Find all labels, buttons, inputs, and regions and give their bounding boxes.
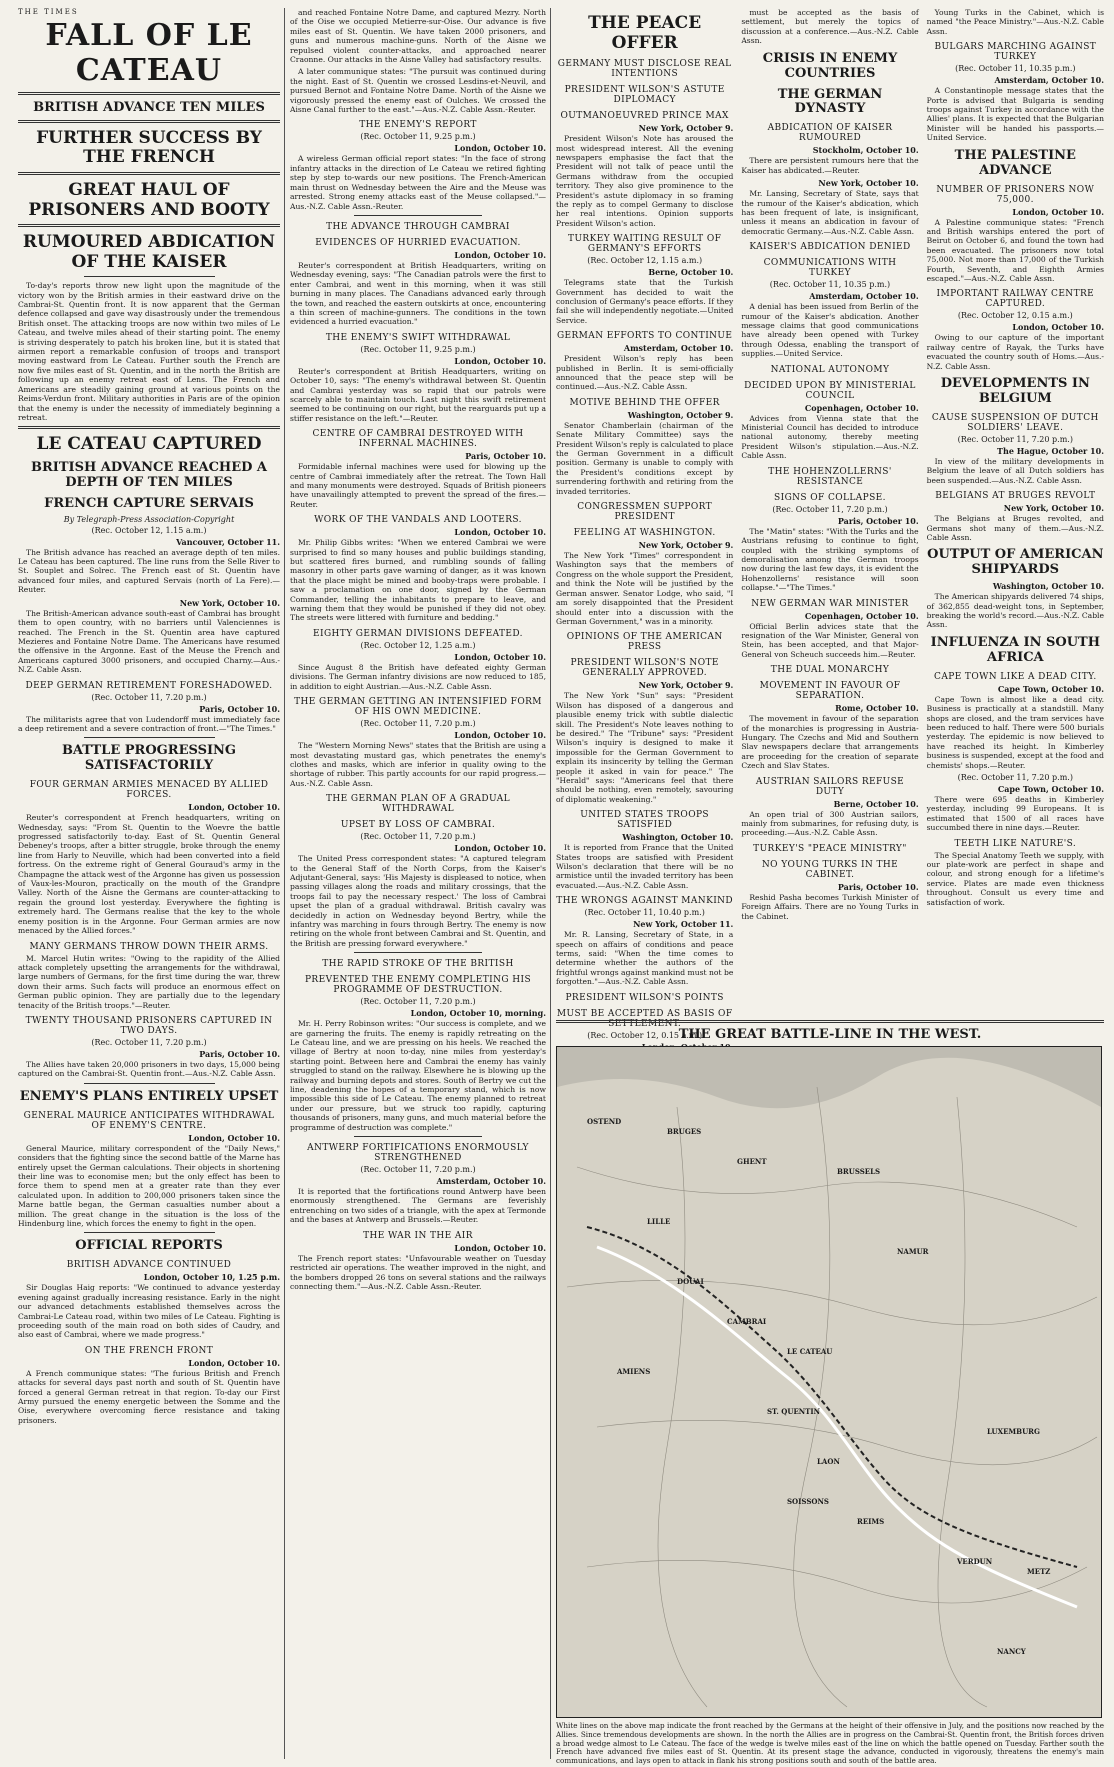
headline-influenza: INFLUENZA IN SOUTH AFRICA (930, 634, 1100, 665)
article-paragraph: A wireless German official report states: "In the face of strong infantry attacks in the direction of Le Cateau we retired fighting step by step to-wards our new positions. The French-American main thrust on Wednesday between the Aire and the Meuse was arrested. Strong enemy attacks east of the Meuse collapsed."—Aus.-N.Z. Cable Assn.-Reuter. (290, 154, 546, 211)
headline-palestine: THE PALESTINE ADVANCE (954, 147, 1076, 178)
subhead-infernal-machines: CENTRE OF CAMBRAI DESTROYED WITH INFERNAL MACHINES. (312, 429, 524, 450)
subhead-signs-collapse: SIGNS OF COLLAPSE. (774, 492, 886, 503)
place-date: Cape Town, October 10. (997, 783, 1104, 794)
place-date: New York, October 11. (633, 919, 734, 930)
subhead-ministerial-council: DECIDED UPON BY MINISTERIAL COUNCIL (744, 380, 916, 401)
subhead-separation: MOVEMENT IN FAVOUR OF SEPARATION. (759, 681, 901, 702)
article-paragraph: The British advance has reached an average depth of ten miles. Le Cateau has been captured. The line runs from the Selle River to St. Souplet and Solrec. The French east of St. Quentin have advanced four miles, and captured Servais (north of La Fere).—Reuter. (18, 547, 280, 595)
article-paragraph: A denial has been issued from Berlin of the rumour of the Kaiser's abdication. Another message claims that good communications have already been opened with Turkey through Odessa, enabling the transport of supplies.—United Service. (741, 302, 919, 359)
subhead-ten-miles: BRITISH ADVANCE REACHED A DEPTH OF TEN MILES (30, 459, 267, 490)
place-date: London, October 10. (454, 1242, 546, 1253)
article-paragraph: The British-American advance south-east of Cambrai has brought them to open country, with no barriers until Valenciennes is reached. The French in the St. Quentin area have captured Mezieres and Fontaine Notre Dame. The Americans have resumed the offensive in the Argonne. East of the Meuse the French and Americans captured 3000 prisoners, and occupied Charny.—Aus.-N.Z. Cable Assn. (18, 608, 280, 675)
divider (84, 276, 215, 277)
headline-belgium: DEVELOPMENTS IN BELGIUM (940, 376, 1090, 406)
article-paragraph: and reached Fontaine Notre Dame, and captured Mezry. North of the Oise we occupied Metierre-sur-Oise. Our advance is five miles east of St. Quentin. We have taken 2000 prisoners, and guns and numerous machine-guns. North of the Aisne we repulsed violent counter-attacks, and approached nearer Craonne. Our attacks in the Aisne Valley had satisfactory results. (290, 8, 546, 65)
article-paragraph: Formidable infernal machines were used for blowing up the centre of Cambrai immediately after the retreat. The Town Hall and many monuments were destroyed. Squads of British pioneers have unavailingly attempted to prevent the spread of the fires.—Reuter. (290, 462, 546, 509)
subhead-dual-monarchy: THE DUAL MONARCHY (770, 665, 890, 676)
subhead-eighty-divisions: EIGHTY GERMAN DIVISIONS DEFEATED. (313, 628, 523, 639)
subhead-abdication-denied: KAISER'S ABDICATION DENIED (749, 242, 911, 253)
subhead-servais: FRENCH CAPTURE SERVAIS (44, 495, 254, 511)
place-date: New York, October 9. (638, 540, 734, 551)
dateline: (Rec. October 11, 9.25 p.m.) (360, 344, 476, 354)
subhead-rumoured-abdication: RUMOURED ABDICATION OF THE KAISER (22, 232, 276, 272)
subhead-sailors-refuse: AUSTRIAN SAILORS REFUSE DUTY (755, 776, 905, 797)
subhead-national-autonomy: NATIONAL AUTONOMY (770, 364, 890, 375)
article-paragraph: The militarists agree that von Ludendorff must immediately face a deep retirement and a severe contraction of front.—"The Times." (18, 714, 280, 733)
ad-teeth-heading: TEETH LIKE NATURE'S. (954, 838, 1077, 849)
subhead-dead-city: CAPE TOWN LIKE A DEAD CITY. (934, 671, 1097, 682)
map-place-label: BRUSSELS (837, 1167, 881, 1176)
divider (84, 737, 215, 738)
place-date: Paris, October 10. (199, 703, 280, 714)
divider (354, 215, 482, 216)
subhead-wrongs-mankind: THE WRONGS AGAINST MANKIND (556, 896, 734, 907)
dateline: (Rec. October 11, 7.20 p.m.) (360, 719, 476, 729)
place-date: New York, October 9. (638, 123, 734, 134)
battle-line-map-section (556, 1016, 1104, 1766)
divider (18, 426, 280, 429)
dateline: (Rec. October 11, 7.20 p.m.) (772, 504, 888, 514)
divider (556, 1020, 1104, 1023)
headline-shipyards: OUTPUT OF AMERICAN SHIPYARDS (927, 547, 1104, 578)
subhead-dutch-leave: CAUSE SUSPENSION OF DUTCH SOLDIERS' LEAVE. (931, 412, 1099, 433)
dateline: (Rec. October 12, 0.15 a.m.) (587, 1030, 703, 1040)
place-date: Amsterdam, October 10. (436, 1176, 546, 1187)
place-date: London, October 10. (1012, 322, 1104, 333)
battle-map (556, 1046, 1102, 1718)
subhead-british-advance-continued: BRITISH ADVANCE CONTINUED (66, 1260, 232, 1271)
subcolumn-palestine (927, 8, 1104, 1093)
article-paragraph: A Constantinople message states that the Porte is advised that Bulgaria is sending troops against Turkey in accordance with the Allies' plans. It is expected that the Bulgarian Minister will be handed his passports.—United Service. (926, 86, 1104, 143)
article-paragraph: The Allies have taken 20,000 prisoners in two days, 15,000 being captured on the Cambrai-St. Quentin front.—Aus.-N.Z. Cable Assn. (18, 1059, 280, 1079)
headline-le-cateau-captured: LE CATEAU CAPTURED (36, 434, 262, 455)
article-paragraph: The "Western Morning News" states that the British are using a most devastating mustard gas, which penetrates the enemy's clothes and masks, which are inferior in quality owing to the shortage of rubber. This partly accounts for our rapid progress.—Aus.-N.Z. Cable Assn. (290, 741, 546, 788)
dateline: (Rec. October 11, 10.40 p.m.) (584, 908, 705, 918)
subhead-vandals-looters: WORK OF THE VANDALS AND LOOTERS. (314, 515, 522, 526)
ad-teeth-text: The Special Anatomy Teeth we supply, with our plate-work are perfect in shape and colour, and strong enough for a lifetime's service. Plates are made even thickness throughout. Consult us every time and satisfaction of work. (926, 850, 1104, 907)
divider (84, 1232, 215, 1233)
dateline: (Rec. October 11, 10.35 p.m.) (769, 280, 891, 290)
article-paragraph: President Wilson's Note has aroused the most widespread interest. All the evening newspapers emphasise the fact that the President will not talk of peace until the Germans withdraw from the occupied territory. They also give prominence to the President's astute diplomacy in so framing the reply as to compel Germany to disclose her real intentions. Opinion supports President Wilson's action. (556, 134, 734, 228)
byline: By Telegraph-Press Association-Copyright (63, 514, 235, 524)
dateline: (Rec. October 11, 9.25 p.m.) (360, 132, 476, 142)
article-paragraph: A Palestine communique states: "French and British warships entered the port of Beirut on October 6, and found the town had been evacuated. The prisoners now total 75,000. Not more than 17,000 of the Turkish Fourth, Seventh, and Eighth Armies escaped."—Aus.-N.Z. Cable Assn. (926, 217, 1104, 283)
subhead-bruges-revolt: BELGIANS AT BRUGES REVOLT (935, 491, 1096, 502)
divider (84, 1083, 215, 1084)
map-place-label: OSTEND (587, 1117, 622, 1126)
article-paragraph: Reuter's correspondent at British Headquarters, writing on October 10, says: "The enemy's withdrawal between St. Quentin and Cambrai yesterday was so rapid that our patrols were scarcely able to maintain touch. Last night this swift retirement seemed to be continuing on our right, but the rearguards put up a stiffer resistance on the left."—Reuter. (290, 366, 546, 423)
place-date: Cape Town, October 10. (997, 683, 1104, 694)
dateline: (Rec. October 11, 10.35 p.m.) (955, 64, 1076, 74)
dateline: (Rec. October 12, 1.15 a.m.) (91, 525, 207, 535)
map-place-label: GHENT (737, 1157, 767, 1166)
place-date: London, October 10. (188, 802, 280, 813)
map-place-label: AMIENS (617, 1367, 651, 1376)
article-paragraph: Young Turks in the Cabinet, which is named "the Peace Ministry."—Aus.-N.Z. Cable Assn. (926, 8, 1104, 36)
article-paragraph: The movement in favour of the separation of the monarchies is progressing in Austria-Hungary. The Czechs and Mid and Southern Slav newspapers declare that arrangements are proceeding for the creation of separate Czech and Slav States. (741, 714, 919, 771)
article-paragraph: Mr. H. Perry Robinson writes: "Our success is complete, and we are garnering the fruits. The enemy is rapidly retreating on the Le Cateau line, and we are pressing on his heels. We reached the village of Bertry at noon to-day, nine miles from yesterday's starting point. Between here and Cambrai the enemy has vainly struggled to stand on the railway. Elsewhere he is blowing up the railway and burning depots and stores. South of Bertry we cut the line, deadening the hopes of a temporary stand, which is now impossible this side of Le Cateau. The enemy planned to retreat under our pressure, but we struck too rapidly, capturing thousands of prisoners, many guns, and much material before the programme of destruction was complete." (290, 1019, 546, 1132)
headline-crisis: CRISIS IN ENEMY COUNTRIES (762, 50, 898, 81)
column-2 (290, 8, 546, 1760)
subhead-feeling-washington: FEELING AT WASHINGTON. (573, 528, 716, 539)
subhead-german-dynasty: THE GERMAN DYNASTY (777, 86, 883, 117)
subhead-own-medicine: THE GERMAN GETTING AN INTENSIFIED FORM OF HIS OWN MEDICINE. (294, 697, 542, 718)
subhead-general-maurice: GENERAL MAURICE ANTICIPATES WITHDRAWAL OF ENEMY'S CENTRE. (23, 1110, 275, 1131)
place-date: Paris, October 10. (837, 515, 919, 526)
place-date: Berne, October 10. (648, 267, 734, 278)
place-date: London, October 10, 1.25 p.m. (143, 1272, 280, 1283)
subhead-disclose: GERMANY MUST DISCLOSE REAL INTENTIONS (557, 59, 732, 80)
article-paragraph: Senator Chamberlain (chairman of the Senate Military Committee) says the President Wilson's reply is calculated to place the German Government in a difficult position. Germany is unable to comply with the President's conditions except by surrendering forthwith and retiring from the invaded territories. (556, 420, 734, 496)
article-paragraph: The American shipyards delivered 74 ships, of 362,855 dead-weight tons, in September, breaking the world's record.—Aus.-N.Z. Cable Assn. (926, 592, 1104, 630)
map-place-label: LAON (817, 1457, 840, 1466)
article-paragraph: It is reported from France that the United States troops are satisfied with President Wilson's declaration that there will be no armistice until the invaded territory has been evacuated.—Aus.-N.Z. Cable Assn. (556, 843, 734, 890)
divider (18, 172, 280, 175)
article-paragraph: Since August 8 the British have defeated eighty German divisions. The German infantry divisions are now reduced to 185, in addition to eight Austrian.—Aus.-N.Z. Cable Assn. (290, 662, 546, 691)
article-paragraph: Mr. Lansing, Secretary of State, says that the rumour of the Kaiser's abdication, which has been frequent of late, is insignificant, unless it means an abdication in favour of democratic Germany.—Aus.-N.Z. Cable Assn. (741, 189, 919, 236)
place-date: New York, October 10. (818, 178, 919, 189)
place-date: Amsterdam, October 10. (809, 291, 919, 302)
divider (354, 952, 482, 953)
map-title: THE GREAT BATTLE-LINE IN THE WEST. (678, 1027, 982, 1042)
place-date: Washington, October 10. (992, 581, 1104, 592)
article-paragraph: The Belgians at Bruges revolted, and Germans shot many of them.—Aus.-N.Z. Cable Assn. (926, 514, 1104, 542)
subhead-abdication-rumoured: ABDICATION OF KAISER RUMOURED (767, 123, 893, 144)
subhead-no-young-turks: NO YOUNG TURKS IN THE CABINET. (761, 859, 899, 880)
place-date: Washington, October 10. (622, 832, 734, 843)
divider (18, 120, 280, 123)
article-paragraph: Mr. Philip Gibbs writes: "When we entered Cambrai we were surprised to find so many houses and public buildings standing, but scattered fires burned, and rumbling sounds of falling masonry in other parts gave warning of danger, as it was known that the place might be mined and booby-traps were probable. I saw a proclamation on one door, signed by the German Commander, telling the inhabitants to prepare to leave, and warning them that they would be punished if they did not obey. The streets were littered with furniture and bedding." (290, 538, 546, 623)
map-caption: White lines on the above map indicate the front reached by the Germans at the height of their offensive in July, and the positions now reached by the Allies. Since tremendous developments are shown. In the north the Allies are in progress on the Cambrai-St. Quentin front, the British forces driven a broad wedge almost to Le Cateau. The face of the wedge is twelve miles east of the line on which the battle opened on Tuesday. Farther south the French have advanced five miles east of St. Quentin. At its present stage the advance, conducted in vigorously, threatens the enemy's main communications, and lays open to attack in flank his strong positions south and south of the battle area. (556, 1721, 1104, 1766)
article-paragraph: Owing to our capture of the important railway centre of Rayak, the Turks have evacuated the country south of Homs.—Aus.-N.Z. Cable Assn. (926, 333, 1104, 371)
article-paragraph: An open trial of 300 Austrian sailors, mainly from submarines, for refusing duty, is proceeding.—Aus.-N.Z. Cable Assn. (741, 809, 919, 838)
column-1 (18, 8, 280, 1760)
dateline: (Rec. October 11, 7.20 p.m.) (360, 832, 476, 842)
place-date: Vancouver, October 11. (176, 536, 280, 547)
article-paragraph: The French report states: "Unfavourable weather on Tuesday restricted air operations. The weather improved in the night, and the bombers dropped 26 tons on several stations and the railways connecting them."—Aus.-N.Z. Cable Assn.-Reuter. (290, 1253, 546, 1291)
map-place-label: LE CATEAU (787, 1347, 833, 1356)
place-date: Copenhagen, October 10. (804, 402, 919, 413)
subhead-astute-diplomacy: PRESIDENT WILSON'S ASTUTE DIPLOMACY (564, 85, 725, 106)
subhead-deep-retirement: DEEP GERMAN RETIREMENT FORESHADOWED. (25, 680, 273, 691)
map-place-label: NAMUR (897, 1247, 929, 1256)
place-date: London, October 10. (188, 1132, 280, 1143)
map-place-label: ST. QUENTIN (767, 1407, 821, 1416)
column-rule (550, 8, 551, 1759)
article-paragraph: Telegrams state that the Turkish Government has decided to wait the conclusion of Germany's peace efforts. If they fail she will independently negotiate.—United Service. (556, 278, 734, 325)
subhead-wilson-points: PRESIDENT WILSON'S POINTS (565, 992, 724, 1003)
subhead-bulgars: BULGARS MARCHING AGAINST TURKEY (934, 42, 1097, 63)
place-date: Paris, October 10. (199, 1048, 280, 1059)
subhead-loss-of-cambrai: UPSET BY LOSS OF CAMBRAI. (340, 820, 496, 831)
place-date: London, October 10. (188, 1357, 280, 1368)
subhead-french-front: ON THE FRENCH FRONT (84, 1345, 214, 1356)
place-date: New York, October 10. (179, 597, 280, 608)
article-paragraph: Reuter's correspondent at French headquarters, writing on Wednesday, says: "From St. Quentin to the Woevre the battle progressed satisfactorily to-day. East of St. Quentin General Debeney's troops, after a bitter struggle, broke through the enemy line from Harly to Neuville, which had been converted into a field fortress. On the extreme right of General Gouraud's army in the Champagne the attack west of the Argonne has given us possession of Vaux-les-Mouron, practically on the mouth of the Grandpre Valley. North of the Aisne the Germans are counter-attacking to regain the ground lost yesterday. Everywhere the fighting is extremely hard. The Germans realise that the key to the whole enemy position is in the Argonne. Four German armies are now menaced by the Allied forces." (18, 813, 280, 936)
article-paragraph: President Wilson's reply has been published in Berlin. It is semi-officially announced that the peace step will be continued.—Aus.-N.Z. Cable Assn. (556, 354, 734, 392)
map-place-label: REIMS (857, 1517, 885, 1526)
article-paragraph: It is reported that the fortifications round Antwerp have been enormously strengthened. The Germans are feverishly entrenching on two sides of a triangle, with the apex at Termonde and the bases at Antwerp and Brussels.—Reuter. (290, 1187, 546, 1225)
article-paragraph: Cape Town is almost like a dead city. Business is practically at a standstill. Many shops are closed, and the tram services have been reduced to half. There were 500 burials yesterday. The epidemic is now believed to have reached its height. In Kimberley business is suspended, except at the food and chemists' shops.—Reuter. (926, 694, 1104, 770)
dateline: (Rec. October 11, 7.20 p.m.) (91, 692, 207, 702)
place-date: London, October 10. (454, 651, 546, 662)
subhead-prisoners-75000: NUMBER OF PRISONERS NOW 75,000. (936, 184, 1095, 205)
divider (354, 1136, 482, 1137)
article-lead-paragraph: To-day's reports throw new light upon the magnitude of the victory won by the British armies in their eastward drive on the Cambrai-St. Quentin front. It is now apparent that the German defence collapsed and gave way disastrously under the tremendous British onset. The attacking troops are now within two miles of Le Cateau, and twelve miles ahead of their starting point. The enemy is striving desperately to patch his broken line, but it is stated that airmen report a remarkable confusion of troops and transport moving eastward from Le Cateau. Further south the French are now five miles east of St. Quentin, and in the north the British are following up an enemy retreat east of Lens. The French and Americans are steadily gaining ground at various points on the Reims-Verdun front. Military authorities in Paris are of the opinion that the enemy is under the necessity of immediately beginning a retreat. (18, 281, 280, 422)
article-paragraph: A later communique states: "The pursuit was continued during the night. East of St. Quentin we crossed Lesdins-et-Neuvil, and pursued Bernot and Fontaine Notre Dame. North of the Aisne we vigorously pressed the enemy east of Oulches. We crossed the Aisne Canal further to the east."—Aus.-N.Z. Cable Assn.-Reuter. (290, 67, 546, 115)
article-paragraph: Mr. R. Lansing, Secretary of State, in a speech on affairs of conditions and peace terms, said: "When the time comes to determine whether the authors of the frightful wrongs against mankind must not be forgotten."—Aus.-N.Z. Cable Assn. (556, 930, 734, 987)
subhead-troops-satisfied: UNITED STATES TROOPS SATISFIED (580, 810, 710, 831)
article-paragraph: General Maurice, military correspondent of the "Daily News," considers that the fighting since the second battle of the Marne has entirely upset the German calculations. Their objects in shortening their line was to economise men; but the only effect has been to force them to spend men at a greater rate than they ever calculated upon. In addition to 200,000 prisoners taken since the Marne battle began, the German casualties number about a million. The great change in the situation is the loss of the Hindenburg line, which forces the enemy to fight in the open. (18, 1143, 280, 1228)
subhead-communications-turkey: COMMUNICATIONS WITH TURKEY (763, 258, 897, 279)
place-date: Washington, October 9. (627, 409, 734, 420)
article-paragraph: In view of the military developments in Belgium the leave of all Dutch soldiers has been suspended.—Aus.-N.Z. Cable Assn. (926, 456, 1104, 485)
dateline: (Rec. October 11, 7.20 p.m.) (957, 434, 1073, 444)
subhead-war-minister: NEW GERMAN WAR MINISTER (751, 598, 909, 609)
subhead-efforts-continue: GERMAN EFFORTS TO CONTINUE (556, 331, 733, 342)
map-place-label: CAMBRAI (727, 1317, 767, 1326)
article-paragraph: There were 695 deaths in Kimberley yesterday, including 99 Europeans. It is estimated that 1500 of all races have succumbed there in nine days.—Reuter. (926, 794, 1104, 833)
place-date: London, October 10. (454, 527, 546, 538)
subhead-programme-destruction: PREVENTED THE ENEMY COMPLETING HIS PROGRAMME OF DESTRUCTION. (304, 975, 532, 996)
map-place-label: NANCY (997, 1647, 1026, 1656)
subhead-swift-withdrawal: THE ENEMY'S SWIFT WITHDRAWAL (325, 332, 511, 343)
subhead-twenty-thousand: TWENTY THOUSAND PRISONERS CAPTURED IN TWO DAYS. (25, 1015, 273, 1036)
subhead-american-press: OPINIONS OF THE AMERICAN PRESS (566, 632, 723, 653)
subhead-war-in-air: THE WAR IN THE AIR (363, 1230, 473, 1241)
map-place-label: METZ (1027, 1567, 1051, 1576)
place-date: London, October 10. (454, 730, 546, 741)
dateline: (Rec. October 11, 7.20 p.m.) (91, 1037, 207, 1047)
dateline: (Rec. October 12, 0.15 a.m.) (957, 311, 1073, 321)
article-paragraph: The "Matin" states: "With the Turks and the Austrians refusing to continue to fight, coupled with the striking symptoms of demoralisation among the German troops now during the last few days, it is evident the Hohenzollerns' resistance will soon collapse."—"The Times." (741, 526, 919, 593)
subhead-congressmen: CONGRESSMEN SUPPORT PRESIDENT (577, 502, 713, 523)
map-place-label: LILLE (647, 1217, 671, 1226)
article-paragraph: There are persistent rumours here that the Kaiser has abdicated.—Reuter. (741, 156, 919, 175)
headline-plans-upset: ENEMY'S PLANS ENTIRELY UPSET (19, 1088, 279, 1104)
dateline: (Rec. October 12, 1.15 a.m.) (587, 256, 703, 266)
map-place-label: DOUAI (677, 1277, 704, 1286)
place-date: London, October 10. (454, 355, 546, 366)
subhead-motive: MOTIVE BEHIND THE OFFER (569, 397, 720, 408)
subhead-advance-cambrai: THE ADVANCE THROUGH CAMBRAI (326, 221, 510, 232)
place-date: Berne, October 10. (833, 798, 919, 809)
dateline: (Rec. October 11, 7.20 p.m.) (360, 997, 476, 1007)
subhead-note-approved: PRESIDENT WILSON'S NOTE GENERALLY APPROVED. (570, 658, 719, 679)
subhead-throw-down-arms: MANY GERMANS THROW DOWN THEIR ARMS. (29, 941, 269, 952)
subhead-four-armies: FOUR GERMAN ARMIES MENACED BY ALLIED FORCES. (29, 780, 269, 801)
divider (18, 224, 280, 227)
map-place-label: BRUGES (667, 1127, 702, 1136)
place-date: London, October 10. (454, 249, 546, 260)
place-date: Stockholm, October 10. (812, 145, 919, 156)
column-rule (284, 8, 285, 1759)
article-paragraph: must be accepted as the basis of settlement, but merely the topics of discussion at a conference.—Aus.-N.Z. Cable Assn. (741, 8, 919, 46)
subhead-enemy-report: THE ENEMY'S REPORT (359, 120, 477, 131)
masthead-strip: THE TIMES (18, 8, 79, 16)
subhead-rapid-stroke: THE RAPID STROKE OF THE BRITISH (322, 959, 514, 970)
place-date: Rome, October 10. (835, 703, 919, 714)
dateline: (Rec. October 11, 7.20 p.m.) (957, 772, 1073, 782)
article-paragraph: The United Press correspondent states: "A captured telegram to the General Staff of the North Corps, from the Kaiser's Adjutant-General, says: 'His Majesty is displeased to notice, when passing villages along the roads and military crossings, that the troops fail to pay the necessary respect.' The loss of Cambrai upset the plan of a gradual withdrawal. British cavalry was decidedly in action on Wednesday beyond Bertry, while the infantry was marching in fours through Bertry. The enemy is now retiring on the whole front between Cambrai and St. Quentin, and the British are pressing forward everywhere." (290, 854, 546, 948)
article-paragraph: The New York "Times" correspondent in Washington says that the members of Congress on the whole support the President, and think the Note will be justified by the German answer. Senator Lodge, who said, "I am sorely disappointed that the President should enter into a discussion with the German Government," was in a minority. (556, 551, 734, 626)
article-paragraph: Official Berlin advices state that the resignation of the War Minister, General von Stein, has been accepted, and that Major-General von Scheuch succeeds him.—Reuter. (741, 621, 919, 659)
place-date: New York, October 10. (1003, 503, 1104, 514)
subcolumn-enemy-crisis (741, 8, 918, 1093)
subhead-hohenzollerns: THE HOHENZOLLERNS' RESISTANCE (768, 466, 892, 487)
place-date: Amsterdam, October 10. (994, 75, 1104, 86)
place-date: Copenhagen, October 10. (804, 610, 919, 621)
subhead-gradual-withdrawal: THE GERMAN PLAN OF A GRADUAL WITHDRAWAL (325, 794, 511, 815)
map-place-label: SOISSONS (787, 1497, 829, 1506)
place-date: Paris, October 10. (837, 881, 919, 892)
subhead-railway-centre: IMPORTANT RAILWAY CENTRE CAPTURED. (936, 289, 1095, 310)
subhead-peace-ministry: TURKEY'S "PEACE MINISTRY" (753, 843, 907, 854)
subhead-basis-settlement: MUST BE ACCEPTED AS BASIS OF SETTLEMENT. (556, 1008, 733, 1029)
headline-battle-progressing: BATTLE PROGRESSING SATISFACTORILY (61, 743, 237, 774)
headline-official-reports: OFFICIAL REPORTS (75, 1238, 223, 1254)
subhead-outmanoeuvred: OUTMANOEUVRED PRINCE MAX (560, 111, 729, 122)
article-paragraph: Reshid Pasha becomes Turkish Minister of Foreign Affairs. There are no Young Turks in the Cabinet. (741, 892, 919, 921)
article-paragraph: The New York "Sun" says: "President Wilson has disposed of a dangerous and plausible enemy trick with subtle dialectic skill. The President's Note leaves nothing to be desired." The "Tribune" says: "President Wilson's inquiry is designed to make it impossible for the German Government to explain its insincerity by telling the German people it asked in vain for peace." The "Herald" says: "Americans feel that there should be nothing, even remotely, savouring of diplomatic weakening." (556, 691, 734, 804)
subhead-hurried-evacuation: EVIDENCES OF HURRIED EVACUATION. (315, 237, 521, 248)
article-paragraph: A French communique states: "The furious British and French attacks for several days past north and south of St. Quentin have forced a general German retreat in that region. To-day our First Army pursued the enemy energetic between the Somme and the Oise, everywhere overcoming fierce resistance and taking prisoners. (18, 1368, 280, 1425)
subcolumn-peace-offer (556, 8, 733, 1093)
map-place-label: LUXEMBURG (987, 1427, 1040, 1436)
divider (18, 92, 280, 95)
article-paragraph: Sir Douglas Haig reports: "We continued to advance yesterday evening against gradually increasing resistance. Early in the night our advanced detachments established themselves across the Cambrai-Le Cateau road, within two miles of Le Cateau. Fighting is proceeding south of the main road on both sides of Caudry, and also east of Cambrai, where we made progress." (18, 1283, 280, 1340)
article-paragraph: Reuter's correspondent at British Headquarters, writing on Wednesday evening, says: "The Canadian patrols were the first to enter Cambrai, and went in this morning, when it was still burning in many places. The Canadians advanced early through the town, and reached the eastern outskirts at once, encountering a thin screen of machine-gunners. The conditions in the town evidenced a hurried evacuation." (290, 260, 547, 327)
subhead-further-success: FURTHER SUCCESS BY THE FRENCH (36, 127, 262, 168)
article-paragraph: Advices from Vienna state that the Ministerial Council has decided to introduce national autonomy, thereby meeting President Wilson's stipulation.—Aus.-N.Z. Cable Assn. (741, 413, 919, 461)
place-date: The Hague, October 10. (997, 445, 1104, 456)
dateline: (Rec. October 11, 7.20 p.m.) (360, 1165, 476, 1175)
subcolumns (556, 8, 1104, 1093)
subhead-antwerp: ANTWERP FORTIFICATIONS ENORMOUSLY STRENGTHENED (307, 1143, 529, 1164)
map-place-label: VERDUN (957, 1557, 993, 1566)
place-date: Paris, October 10. (465, 451, 546, 462)
place-date: New York, October 9. (638, 680, 734, 691)
subhead-turkey-waiting: TURKEY WAITING RESULT OF GERMANY'S EFFORTS (568, 234, 722, 255)
place-date: London, October 10. (454, 843, 546, 854)
place-date: London, October 10. (454, 143, 546, 154)
place-date: London, October 10, morning. (410, 1008, 546, 1019)
map-graphic (557, 1047, 1101, 1717)
subhead-great-haul: GREAT HAUL OF PRISONERS AND BOOTY (28, 180, 270, 220)
subhead-british-advance: BRITISH ADVANCE TEN MILES (33, 100, 265, 115)
headline-peace-offer: THE PEACE OFFER (588, 13, 702, 53)
headline-fall-of-le-cateau: FALL OF LE CATEAU (45, 18, 253, 88)
place-date: London, October 10. (1012, 206, 1104, 217)
place-date: Amsterdam, October 10. (623, 343, 734, 354)
article-paragraph: M. Marcel Hutin writes: "Owing to the rapidity of the Allied attack completely upsetting the arrangements for the withdrawal, large numbers of Germans, for the first time during the war, threw down their arms. Such facts will produce an enormous effect on German public opinion. They are partially due to the legendary tenacity of the British troops."—Reuter. (18, 953, 280, 1010)
dateline: (Rec. October 12, 1.25 a.m.) (360, 640, 476, 650)
